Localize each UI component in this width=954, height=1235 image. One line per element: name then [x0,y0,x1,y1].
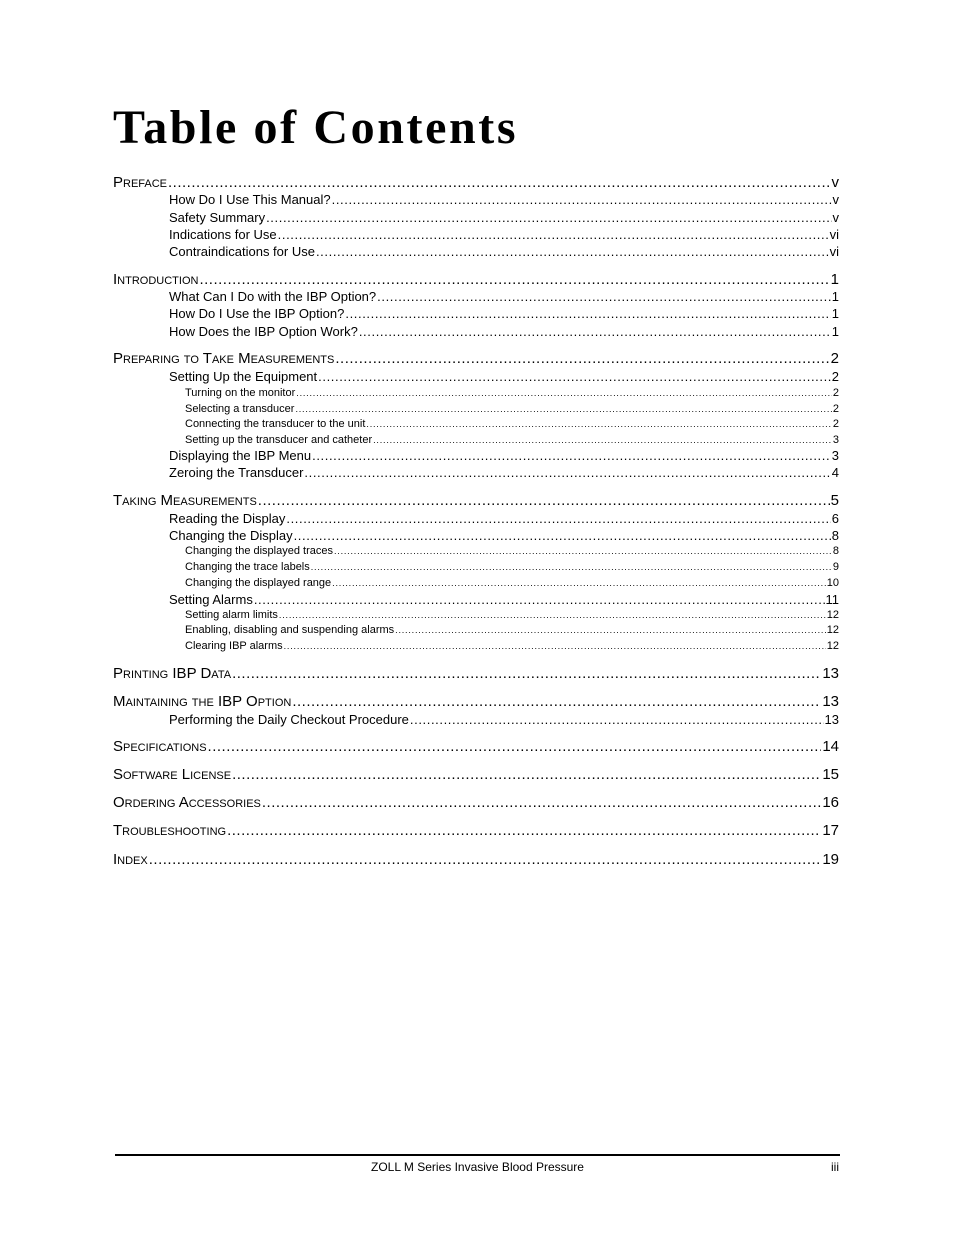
toc-entry-level-3[interactable] [185,577,839,589]
footer-page-number: iii [831,1160,839,1174]
toc-entry-page: 3 [832,434,839,446]
toc-entry-label: Taking Measurements [113,492,257,509]
toc-entry-page: 3 [831,448,839,463]
toc-entry-level-3[interactable] [185,624,839,636]
toc-dot-leader [232,665,821,682]
toc-entry-level-1[interactable] [113,766,839,783]
toc-entry-level-1[interactable] [113,350,839,367]
toc-entry-label: Safety Summary [169,210,266,225]
toc-entry-page: vi [829,244,839,259]
toc-dot-leader [232,766,821,783]
toc-entry-label: Connecting the transducer to the unit [185,418,366,430]
toc-entry-label: Setting Alarms [169,592,253,607]
toc-entry-level-2[interactable] [169,227,839,242]
toc-entry-level-2[interactable] [169,448,839,463]
toc-entry-label: Zeroing the Transducer [169,465,304,480]
toc-entry-level-2[interactable] [169,592,839,607]
toc-entry-page: v [831,174,839,191]
toc-entry-level-3[interactable] [185,434,839,446]
toc-entry-label: How Do I Use This Manual? [169,192,331,207]
toc-entry-label: Software License [113,766,232,783]
toc-entry-page: 12 [826,624,839,636]
toc-entry-label: Specifications [113,738,207,755]
toc-dot-leader [168,174,830,191]
toc-entry-level-3[interactable] [185,545,839,557]
toc-entry-page: 11 [825,592,839,607]
toc-entry-label: Selecting a transducer [185,403,295,415]
toc-entry-label: How Does the IBP Option Work? [169,324,358,339]
toc-entry-level-2[interactable] [169,192,839,207]
toc-entry-page: 8 [831,528,839,543]
toc-entry-label: Ordering Accessories [113,794,261,811]
toc-entry-label: Introduction [113,271,199,288]
toc-entry-label: Changing the displayed range [185,577,332,589]
toc-entry-page: 2 [831,369,839,384]
toc-entry-label: Performing the Daily Checkout Procedure [169,712,409,727]
toc-dot-leader [335,350,829,367]
toc-dot-leader [373,435,832,445]
toc-entry-label: Maintaining the IBP Option [113,693,292,710]
toc-entry-page: 15 [822,766,839,783]
toc-dot-leader [395,625,826,635]
toc-entry-level-2[interactable] [169,289,839,304]
toc-entry-level-3[interactable] [185,403,839,415]
toc-entry-page: 2 [832,403,839,415]
toc-dot-leader [410,712,824,727]
toc-entry-label: Indications for Use [169,227,277,242]
toc-dot-leader [294,528,831,543]
toc-entry-label: Contraindications for Use [169,244,315,259]
toc-entry-level-1[interactable] [113,492,839,509]
toc-entry-level-1[interactable] [113,851,839,868]
toc-dot-leader [278,227,829,242]
toc-entry-page: vi [829,227,839,242]
toc-dot-leader [199,271,829,288]
toc-entry-label: Changing the trace labels [185,561,310,573]
toc-entry-level-1[interactable] [113,738,839,755]
toc-dot-leader [266,210,831,225]
toc-dot-leader [254,592,825,607]
toc-entry-level-2[interactable] [169,324,839,339]
toc-dot-leader [284,641,826,651]
toc-entry-page: v [832,192,839,207]
toc-entry-label: Preface [113,174,168,191]
toc-entry-page: 13 [822,665,839,682]
page-title: Table of Contents [113,101,519,154]
toc-dot-leader [286,511,830,526]
toc-dot-leader [149,851,822,868]
toc-dot-leader [227,822,821,839]
toc-entry-level-3[interactable] [185,561,839,573]
toc-entry-level-1[interactable] [113,665,839,682]
toc-entry-level-1[interactable] [113,271,839,288]
toc-entry-page: 2 [830,350,839,367]
toc-entry-level-1[interactable] [113,174,839,191]
toc-entry-page: 1 [831,324,839,339]
toc-entry-page: 6 [831,511,839,526]
toc-dot-leader [292,693,821,710]
toc-dot-leader [332,578,826,588]
toc-dot-leader [332,192,832,207]
toc-entry-page: 2 [832,418,839,430]
toc-entry-label: Enabling, disabling and suspending alarms [185,624,395,636]
toc-entry-level-1[interactable] [113,822,839,839]
toc-entry-level-3[interactable] [185,640,839,652]
toc-entry-page: 10 [826,577,839,589]
toc-dot-leader [359,324,831,339]
toc-dot-leader [316,244,829,259]
toc-dot-leader [312,448,831,463]
toc-entry-label: How Do I Use the IBP Option? [169,306,345,321]
toc-dot-leader [377,289,831,304]
toc-entry-label: Clearing IBP alarms [185,640,283,652]
toc-entry-label: Turning on the monitor [185,387,296,399]
toc-entry-page: 1 [830,271,839,288]
toc-entry-level-2[interactable] [169,712,839,727]
toc-entry-level-3[interactable] [185,418,839,430]
toc-entry-page: 13 [822,693,839,710]
toc-entry-level-2[interactable] [169,306,839,321]
toc-entry-level-2[interactable] [169,244,839,259]
toc-dot-leader [366,419,831,429]
toc-entry-label: Reading the Display [169,511,286,526]
toc-entry-page: 16 [822,794,839,811]
toc-dot-leader [311,562,832,572]
toc-entry-page: 4 [831,465,839,480]
toc-entry-page: 8 [832,545,839,557]
toc-entry-level-1[interactable] [113,794,839,811]
toc-dot-leader [295,404,831,414]
toc-dot-leader [258,492,830,509]
toc-entry-page: 9 [832,561,839,573]
footer-document-title: ZOLL M Series Invasive Blood Pressure [371,1160,584,1174]
toc-dot-leader [262,794,821,811]
toc-entry-page: 14 [822,738,839,755]
toc-entry-label: Index [113,851,148,868]
toc-entry-page: 12 [826,640,839,652]
toc-entry-label: Changing the displayed traces [185,545,333,557]
toc-entry-level-2[interactable] [169,210,839,225]
toc-entry-label: Preparing to Take Measurements [113,350,335,367]
toc-entry-page: 1 [831,289,839,304]
toc-entry-label: Printing IBP Data [113,665,232,682]
toc-entry-label: Changing the Display [169,528,293,543]
toc-dot-leader [345,306,830,321]
toc-entry-level-2[interactable] [169,465,839,480]
toc-entry-page: 2 [832,387,839,399]
toc-entry-label: Setting up the transducer and catheter [185,434,373,446]
toc-dot-leader [334,546,832,556]
toc-entry-page: 17 [822,822,839,839]
toc-entry-label: Setting alarm limits [185,609,278,621]
toc-entry-level-2[interactable] [169,528,839,543]
toc-entry-page: 5 [830,492,839,509]
toc-dot-leader [296,388,832,398]
toc-dot-leader [318,369,831,384]
footer-divider [115,1154,840,1156]
toc-entry-page: 1 [831,306,839,321]
toc-dot-leader [208,738,822,755]
toc-entry-label: What Can I Do with the IBP Option? [169,289,377,304]
toc-entry-label: Troubleshooting [113,822,227,839]
toc-entry-level-3[interactable] [185,387,839,399]
toc-entry-label: Setting Up the Equipment [169,369,318,384]
toc-entry-level-1[interactable] [113,693,839,710]
toc-entry-page: 13 [824,712,839,727]
toc-entry-page: 19 [822,851,839,868]
toc-entry-page: v [832,210,839,225]
toc-entry-label: Displaying the IBP Menu [169,448,312,463]
toc-entry-level-2[interactable] [169,369,839,384]
toc-dot-leader [304,465,830,480]
toc-entry-page: 12 [826,609,839,621]
toc-entry-level-3[interactable] [185,609,839,621]
toc-dot-leader [279,610,826,620]
toc-entry-level-2[interactable] [169,511,839,526]
